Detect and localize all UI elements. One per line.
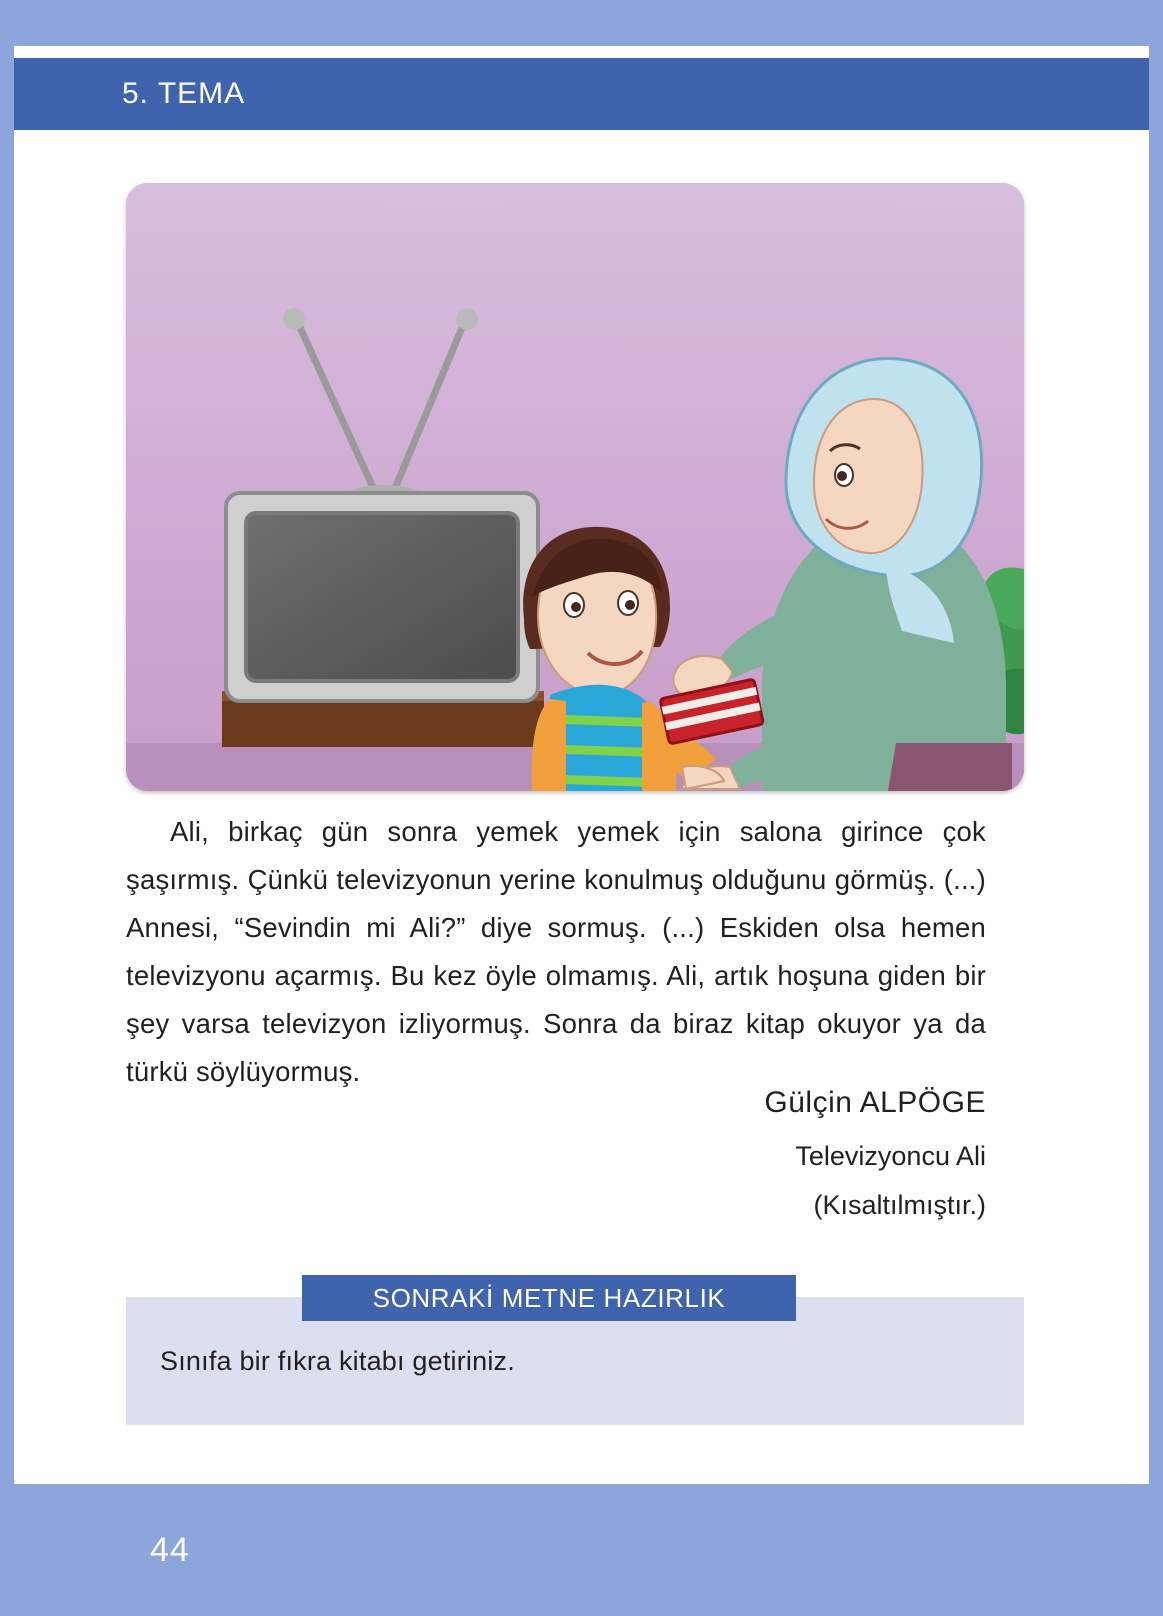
source-title: Televizyoncu Ali <box>795 1141 986 1171</box>
page-frame-right <box>1149 0 1163 1616</box>
reading-paragraph: Ali, birkaç gün sonra yemek yemek için salona girince çok şaşırmış. Çünkü televizyonun yerine konulmuş olduğunu görmüş. (...) Annesi, “Sevindin mi Ali?” diye sormuş. (...) Eskiden olsa hemen televizyonu açarmış. Bu kez öyle olmamış. Ali, artık hoşuna giden bir şey varsa televizyon izliyormuş. Sonra da biraz kitap okuyor ya da türkü söylüyormuş. <box>126 816 986 1087</box>
story-illustration <box>126 183 1024 791</box>
illustration-svg <box>126 183 1024 791</box>
page-frame-top <box>0 0 1163 46</box>
header-divider <box>14 130 1149 146</box>
abridged-note: (Kısaltılmıştır.) <box>813 1190 986 1220</box>
footer-band <box>14 1484 1149 1616</box>
reading-paragraph-block <box>126 808 986 1096</box>
prep-section-title: SONRAKİ METNE HAZIRLIK <box>302 1275 796 1321</box>
theme-title: 5. TEMA <box>122 77 246 110</box>
theme-header-band <box>14 58 1149 130</box>
prep-instruction: Sınıfa bir fıkra kitabı getiriniz. <box>160 1345 515 1376</box>
author-name: Gülçin ALPÖGE <box>764 1086 986 1119</box>
footer-divider <box>14 1466 1149 1484</box>
page-number: 44 <box>150 1530 190 1569</box>
page-frame-left <box>0 0 14 1616</box>
